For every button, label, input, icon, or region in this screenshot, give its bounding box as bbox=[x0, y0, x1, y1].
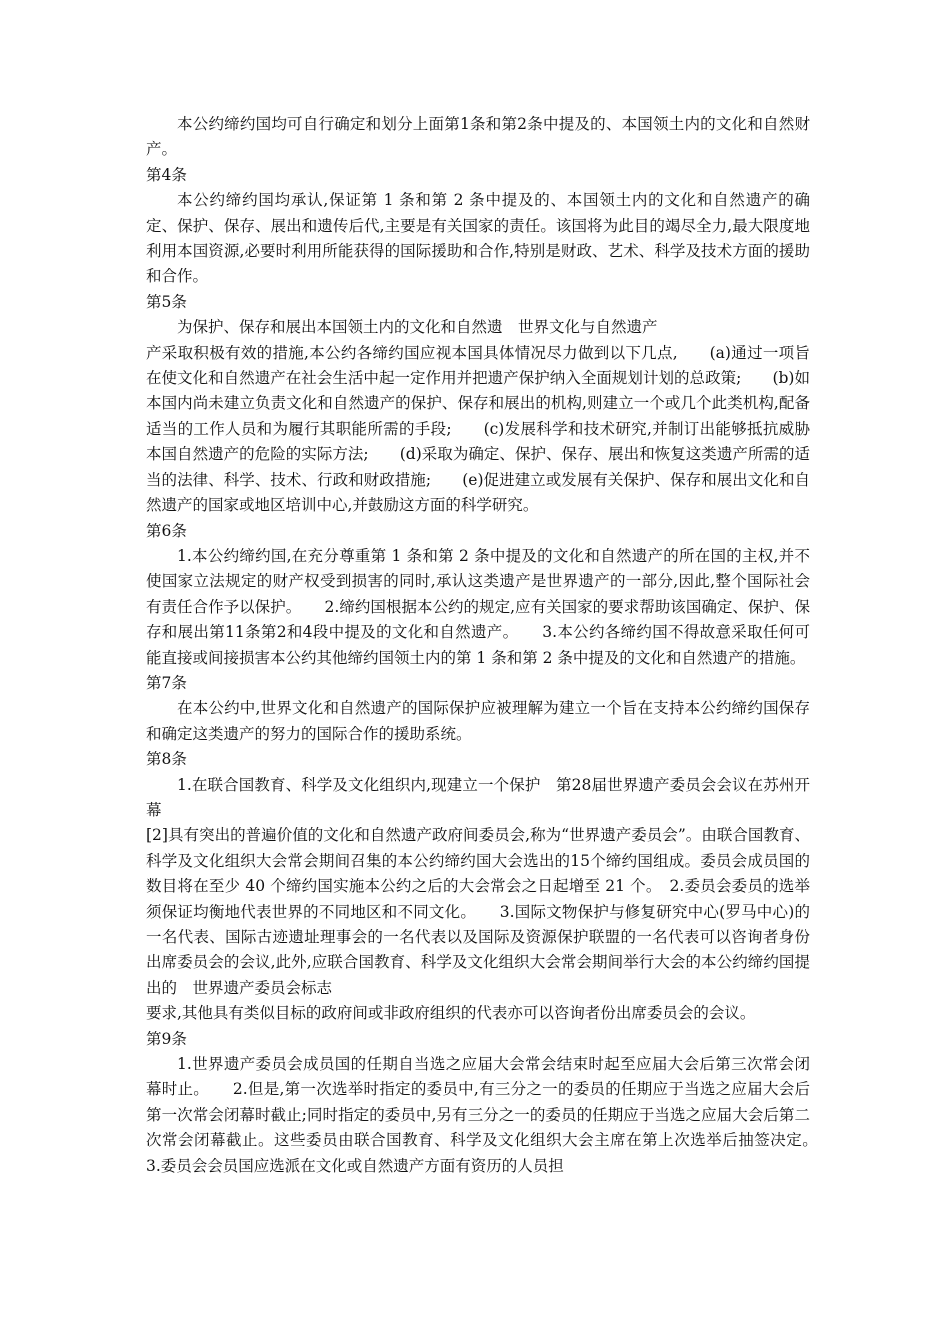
paragraph: 要求,其他具有类似目标的政府间或非政府组织的代表亦可以咨询者份出席委员会的会议。 bbox=[146, 1004, 756, 1023]
article-heading-9: 第9条 bbox=[146, 1029, 187, 1048]
document-page bbox=[146, 112, 842, 1179]
article-heading-5: 第5条 bbox=[146, 292, 187, 311]
paragraph: 1.在联合国教育、科学及文化组织内,现建立一个保护 第28届世界遗产委员会会议在苏州开幕 bbox=[146, 775, 810, 819]
paragraph: [2]具有突出的普遍价值的文化和自然遗产政府间委员会,称为“世界遗产委员会”。由联合国教育、科学及文化组织大会常会期间召集的本公约缔约国大会选出的15个缔约国组成。委员会成员国的数目将在至少 40 个缔约国实施本公约之后的大会常会之日起增至 21 个。 2.委员会委员的选举须保证均衡地代表世界的不同地区和不同文化。 3.国际文物保护与修复研究中心(罗马中心)的一名代表、国际古迹遗址理事会的一名代表以及国际及资源保护联盟的一名代表可以咨询者身份出席委员会的会议,此外,应联合国教育、科学及文化组织大会常会期间举行大会的本公约缔约国提出的 世界遗产委员会标志 bbox=[146, 826, 810, 997]
article-heading-8: 第8条 bbox=[146, 750, 187, 769]
article-heading-4: 第4条 bbox=[146, 165, 187, 184]
paragraph: 在本公约中,世界文化和自然遗产的国际保护应被理解为建立一个旨在支持本公约缔约国保存和确定这类遗产的努力的国际合作的援助系统。 bbox=[146, 699, 810, 743]
paragraph: 本公约缔约国均可自行确定和划分上面第1条和第2条中提及的、本国领土内的文化和自然财产。 bbox=[146, 115, 810, 159]
paragraph: 本公约缔约国均承认,保证第 1 条和第 2 条中提及的、本国领土内的文化和自然遗产的确定、保护、保存、展出和遗传后代,主要是有关国家的责任。该国将为此目的竭尽全力,最大限度地利用本国资源,必要时利用所能获得的国际援助和合作,特别是财政、艺术、科学及技术方面的援助和合作。 bbox=[146, 191, 810, 286]
paragraph: 1.世界遗产委员会成员国的任期自当选之应届大会常会结束时起至应届大会后第三次常会闭幕时止。 2.但是,第一次选举时指定的委员中,有三分之一的委员的任期应于当选之应届大会后第一次常会闭幕时截止;同时指定的委员中,另有三分之一的委员的任期应于当选之应届大会后第二次常会闭幕截止。这些委员由联合国教育、科学及文化组织大会主席在第上次选举后抽签决定。 3.委员会会员国应选派在文化或自然遗产方面有资历的人员担 bbox=[146, 1055, 842, 1175]
paragraph: 产采取积极有效的措施,本公约各缔约国应视本国具体情况尽力做到以下几点, (a)通过一项旨在使文化和自然遗产在社会生活中起一定作用并把遗产保护纳入全面规划计划的总政策; (b)如本国内尚未建立负责文化和自然遗产的保护、保存和展出的机构,则建立一个或几个此类机构,配备适当的工作人员和为履行其职能所需的手段; (c)发展科学和技术研究,并制订出能够抵抗威胁本国自然遗产的危险的实际方法; (d)采取为确定、保护、保存、展出和恢复这类遗产所需的适当的法律、科学、技术、行政和财政措施; (e)促进建立或发展有关保护、保存和展出文化和自然遗产的国家或地区培训中心,并鼓励这方面的科学研究。 bbox=[146, 343, 810, 515]
paragraph: 1.本公约缔约国,在充分尊重第 1 条和第 2 条中提及的文化和自然遗产的所在国的主权,并不使国家立法规定的财产权受到损害的同时,承认这类遗产是世界遗产的一部分,因此,整个国际社会有责任合作予以保护。 2.缔约国根据本公约的规定,应有关国家的要求帮助该国确定、保护、保存和展出第11条第2和4段中提及的文化和自然遗产。 3.本公约各缔约国不得故意采取任何可能直接或间接损害本公约其他缔约国领土内的第 1 条和第 2 条中提及的文化和自然遗产的措施。 bbox=[146, 546, 810, 667]
article-heading-6: 第6条 bbox=[146, 521, 187, 540]
paragraph: 为保护、保存和展出本国领土内的文化和自然遗 世界文化与自然遗产 bbox=[177, 318, 658, 337]
article-heading-7: 第7条 bbox=[146, 673, 187, 692]
